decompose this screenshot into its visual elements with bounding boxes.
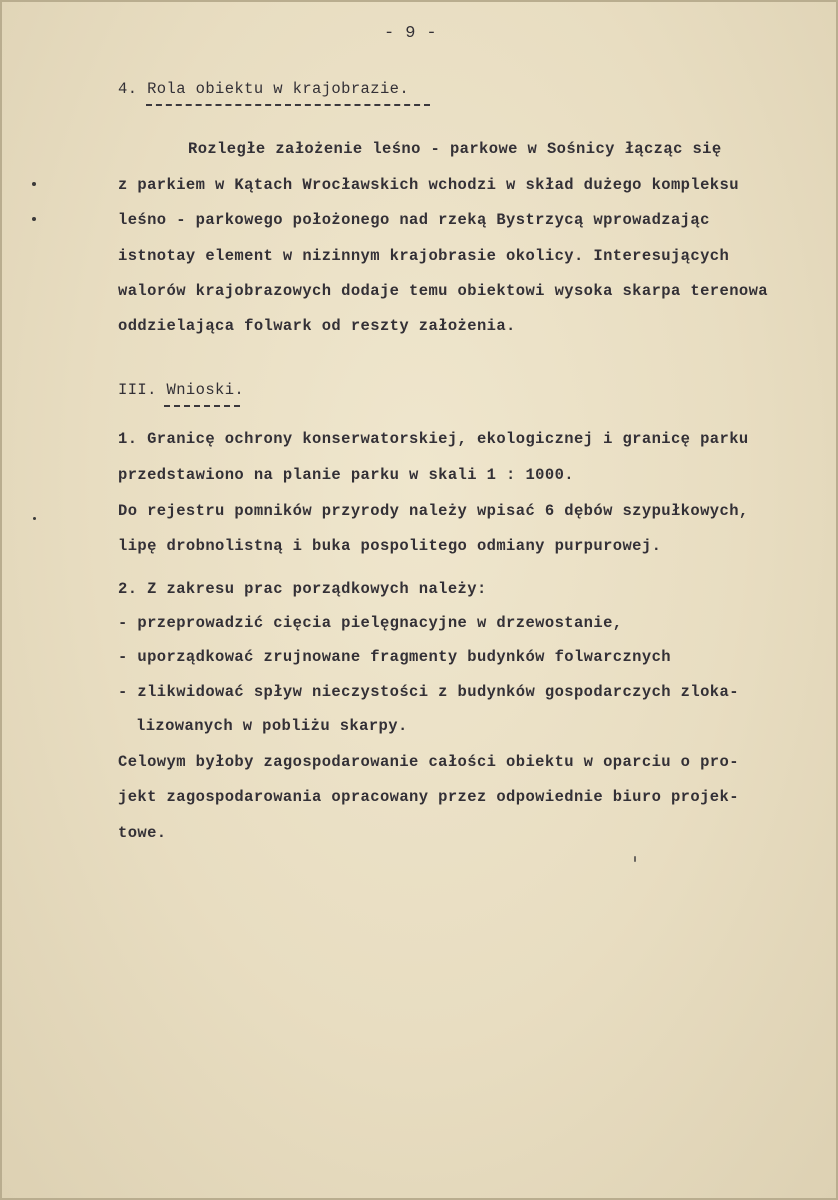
section-III-heading-underline: [164, 405, 240, 407]
section-4-line-2: z parkiem w Kątach Wrocławskich wchodzi w skład dużego kompleksu: [118, 176, 739, 194]
page-number: - 9 -: [384, 24, 438, 43]
section-III-line-4: lipę drobnolistną i buka pospolitego odmiany purpurowej.: [118, 537, 662, 555]
section-III-line-8: - zlikwidować spływ nieczystości z budynków gospodarczych zloka-: [118, 683, 739, 701]
section-4-line-3: leśno - parkowego położonego nad rzeką Bystrzycą wprowadzając: [118, 211, 710, 229]
section-III-line-12: towe.: [118, 824, 167, 842]
section-4-line-5: walorów krajobrazowych dodaje temu obiektowi wysoka skarpa terenowa: [118, 282, 769, 300]
margin-speck: [33, 517, 36, 520]
section-III-line-1: 1. Granicę ochrony konserwatorskiej, ekologicznej i granicę parku: [118, 430, 749, 448]
section-4-line-6: oddzielająca folwark od reszty założenia.: [118, 317, 516, 335]
section-III-line-11: jekt zagospodarowania opracowany przez odpowiednie biuro projek-: [118, 788, 739, 806]
margin-speck: [634, 856, 636, 862]
section-III-line-3: Do rejestru pomników przyrody należy wpisać 6 dębów szypułkowych,: [118, 502, 749, 520]
margin-speck: [32, 217, 36, 221]
section-III-line-10: Celowym byłoby zagospodarowanie całości obiektu w oparciu o pro-: [118, 753, 739, 771]
section-III-line-5: 2. Z zakresu prac porządkowych należy:: [118, 580, 487, 598]
section-III-line-2: przedstawiono na planie parku w skali 1 : 1000.: [118, 466, 574, 484]
section-III-line-9: lizowanych w pobliżu skarpy.: [136, 717, 408, 735]
section-III-line-7: - uporządkować zrujnowane fragmenty budynków folwarcznych: [118, 648, 671, 666]
section-III-line-6: - przeprowadzić cięcia pielęgnacyjne w drzewostanie,: [118, 614, 623, 632]
section-4-line-1: Rozległe założenie leśno - parkowe w Sośnicy łącząc się: [188, 140, 722, 158]
section-4-heading: 4. Rola obiektu w krajobrazie.: [118, 80, 410, 98]
margin-speck: [32, 182, 36, 186]
section-III-heading: III. Wnioski.: [118, 381, 245, 399]
section-4-heading-underline: [146, 104, 430, 106]
section-4-line-4: istnotay element w nizinnym krajobrasie okolicy. Interesujących: [118, 247, 730, 265]
